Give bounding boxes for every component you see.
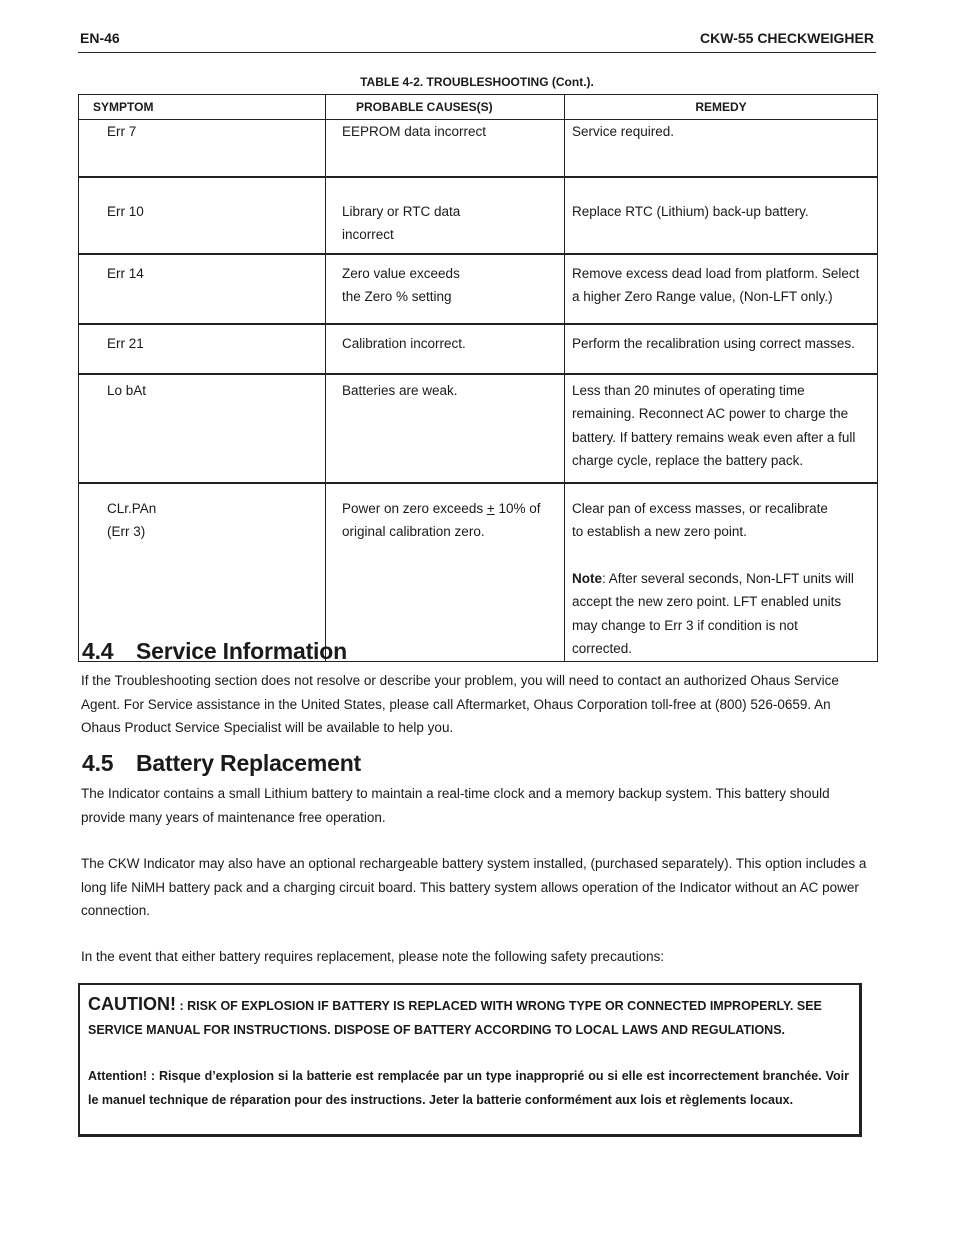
table-row [79,374,878,483]
cause-text: Library or RTC data [342,203,461,219]
remedy-text: a higher Zero Range value, (Non-LFT only.) [572,289,833,304]
page-number: EN-46 [80,30,120,46]
col-header-remedy: REMEDY [565,95,878,120]
symptom-text: CLr.PAn [107,500,157,516]
symptom-text: (Err 3) [107,524,146,539]
battery-paragraph: The Indicator contains a small Lithium battery to maintain a real-time clock and a memory backup system. This battery should provide many years of maintenance free operation. [81,786,830,825]
symptom-cell [79,483,326,662]
symptom-text: Lo bAt [107,382,147,398]
remedy-text: Less than 20 minutes of operating time [572,382,805,398]
remedy-cell [565,177,878,254]
caution-english [88,993,849,1042]
symptom-cell [79,120,326,177]
cause-text: Zero value exceeds [342,265,460,281]
cause-text: EEPROM data incorrect [342,124,487,139]
section-title: Battery Replacement [136,750,362,776]
table-row [79,177,878,254]
section-number: 4.5 [82,750,114,776]
cause-cell [326,120,565,177]
cause-cell [326,177,565,254]
troubleshooting-table [78,94,878,662]
remedy-text: Perform the recalibration using correct masses. [572,335,855,351]
cause-text: the Zero % setting [342,289,452,304]
product-title: CKW-55 CHECKWEIGHER [700,30,874,46]
remedy-cell [565,324,878,374]
col-header-symptom: SYMPTOM [79,95,326,120]
symptom-cell [79,177,326,254]
remedy-text: Service required. [572,124,675,139]
symptom-text: Err 14 [107,265,144,281]
table-row [79,324,878,374]
cause-text: Power on zero exceeds [342,500,487,516]
remedy-cell [565,254,878,324]
service-paragraph: If the Troubleshooting section does not resolve or describe your problem, you will need to contact an authorized Ohaus Service Agent. For Service assistance in the United States, please call Aftermarket, Ohaus Corporation toll-free at (800) 526-0659. An Ohaus Product Service Specialist will be available to help you. [81,673,839,735]
remedy-cell [565,120,878,177]
section-heading-battery [82,750,361,777]
note-label: Note [572,570,602,586]
cause-cell [326,483,565,662]
cause-text: 10% of [494,500,541,516]
cause-cell [326,374,565,483]
remedy-text: Remove excess dead load from platform. Select [572,265,860,281]
cause-text: Calibration incorrect. [342,335,466,351]
cause-cell [326,324,565,374]
col-header-cause: PROBABLE CAUSES(S) [326,95,565,120]
remedy-text: battery. If battery remains weak even after a full [572,429,856,445]
remedy-text: to establish a new zero point. [572,524,747,539]
cause-text: Batteries are weak. [342,382,458,398]
battery-paragraph: In the event that either battery requires replacement, please note the following safety precautions: [81,949,665,964]
remedy-cell [565,374,878,483]
header-rule [78,52,876,53]
caution-french: Attention! : Risque d’explosion si la batterie est remplacée par un type inapproprié ou si elle est incorrectement branchée. Voir le manuel technique de réparation pour des instructions. Jeter la batterie conformément aux lois et règlements locaux. [88,1069,849,1107]
table-header-row [79,95,878,120]
caution-label: CAUTION! [88,994,176,1014]
table-row [79,120,878,177]
remedy-cell [565,483,878,662]
table-row [79,483,878,662]
table-caption: TABLE 4-2. TROUBLESHOOTING (Cont.). [360,75,594,89]
remedy-text: charge cycle, replace the battery pack. [572,453,804,468]
battery-paragraph: The CKW Indicator may also have an optional rechargeable battery system installed, (purchased separately). This option includes a long life NiMH battery pack and a charging circuit board. This battery system allows operation of the Indicator without an AC power connection. [81,856,867,918]
symptom-text: Err 21 [107,335,144,351]
note-text: : After several seconds, Non-LFT units will [602,570,854,586]
caution-box [78,983,862,1137]
section-title: Service Information [136,638,347,664]
cause-text: incorrect [342,227,394,242]
symptom-cell [79,324,326,374]
section-number: 4.4 [82,638,114,664]
symptom-text: Err 10 [107,203,144,219]
remedy-text: remaining. Reconnect AC power to charge the [572,406,849,421]
symptom-cell [79,374,326,483]
note-text: may change to Err 3 if condition is not [572,617,798,633]
remedy-text: Clear pan of excess masses, or recalibrate [572,500,828,516]
plus-minus-sign: + [486,500,495,516]
table-row [79,254,878,324]
symptom-text: Err 7 [107,124,137,139]
cause-text: original calibration zero. [342,524,485,539]
section-heading-service [82,638,347,665]
note-text: accept the new zero point. LFT enabled units [572,594,842,609]
symptom-cell [79,254,326,324]
remedy-text: Replace RTC (Lithium) back-up battery. [572,203,809,219]
note-text: corrected. [572,641,633,656]
cause-cell [326,254,565,324]
caution-text: : RISK OF EXPLOSION IF BATTERY IS REPLACED WITH WRONG TYPE OR CONNECTED IMPROPERLY. SEE SERVICE MANUAL FOR INSTRUCTIONS. DISPOSE OF BATTERY ACCORDING TO LOCAL LAWS AND REGULATIONS. [88,999,822,1037]
